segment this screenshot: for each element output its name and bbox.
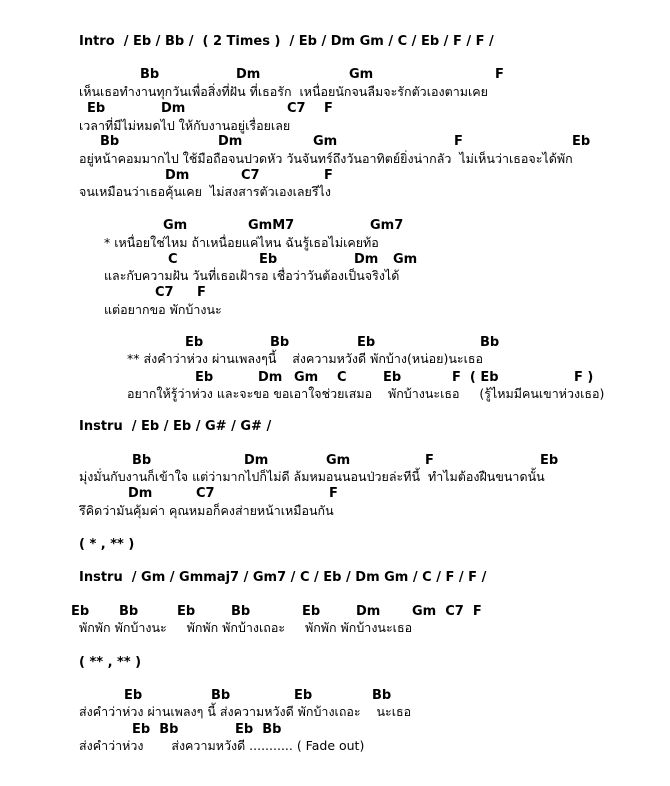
lyric-line: จนเหมือนว่าเธอคุ้นเคย ไม่สงสารตัวเองเลยรึไง: [79, 184, 331, 199]
chord: Bb: [372, 688, 392, 703]
chord: F: [425, 453, 434, 468]
chord: F: [329, 486, 338, 501]
chord: Gm: [393, 252, 418, 267]
chord: Eb: [540, 453, 559, 468]
chord: Eb: [572, 134, 591, 149]
chord: Eb: [383, 370, 402, 385]
chord: C7: [155, 285, 174, 300]
chord: F ( Eb: [452, 370, 499, 385]
instru-line: Instru / Eb / Eb / G# / G# /: [79, 419, 272, 434]
chord: Dm: [165, 168, 190, 183]
lyric-line: รึคิดว่ามันคุ้มค่า คุณหมอก็คงส่ายหน้าเหมือนกัน: [79, 503, 334, 518]
chord: GmM7: [248, 218, 295, 233]
chord: Bb: [100, 134, 120, 149]
chord: Gm7: [370, 218, 404, 233]
lyric-line: * เหนื่อยใช่ไหม ถ้าเหนื่อยแค่ไหน ฉันรู้เธอไม่เคยท้อ: [104, 235, 379, 250]
chord: Dm: [354, 252, 379, 267]
chord: Bb: [270, 335, 290, 350]
chord: F: [197, 285, 206, 300]
lyric-line: อยู่หน้าคอมมากไป ใช้มือถือจนปวดหัว วันจันทร์ถึงวันอาทิตย์ยิ่งน่ากลัว ไม่เห็นว่าเธอจะได้พัก: [79, 151, 573, 166]
lyric-line: เห็นเธอทำงานทุกวันเพื่อสิ่งที่ฝัน ที่เธอรัก เหนื่อยนักจนลืมจะรักตัวเองตามเคย: [79, 84, 488, 99]
chord: Dm: [128, 486, 153, 501]
chord: Eb: [302, 604, 321, 619]
lyric-line: และกับความฝัน วันที่เธอเฝ้ารอ เชื่อว่าวันต้องเป็นจริงได้: [104, 268, 400, 283]
chord: Eb: [357, 335, 376, 350]
repeat-marker: ( * , ** ): [79, 537, 135, 552]
lyric-line: ส่งคำว่าห่วง ผ่านเพลงๆ นี้ ส่งความหวังดี พักบ้างเถอะ นะเธอ: [79, 704, 412, 719]
chord: C: [337, 370, 347, 385]
chord: Eb Bb: [132, 722, 179, 737]
instru-line: Instru / Gm / Gmmaj7 / Gm7 / C / Eb / Dm Gm / C / F / F /: [79, 570, 487, 585]
lyric-line: ** ส่งคำว่าห่วง ผ่านเพลงๆนี้ ส่งความหวังดี พักบ้าง(หน่อย)นะเธอ: [127, 351, 484, 366]
chord: F: [454, 134, 463, 149]
lyric-line: ส่งคำว่าห่วง ส่งความหวังดี ........... ( Fade out): [79, 738, 365, 753]
chord: Eb: [87, 101, 106, 116]
intro-line: Intro / Eb / Bb / ( 2 Times ) / Eb / Dm Gm / C / Eb / F / F /: [79, 34, 494, 49]
chord: Gm: [294, 370, 319, 385]
chord: Dm: [161, 101, 186, 116]
chord: Eb: [124, 688, 143, 703]
chord: Bb: [480, 335, 500, 350]
chord: Bb: [231, 604, 251, 619]
chord: Gm: [313, 134, 338, 149]
lyric-line: เวลาที่มีไม่หมดไป ให้กับงานอยู่เรื่อยเลย: [79, 118, 291, 133]
chord: C7: [196, 486, 215, 501]
chord: Eb: [294, 688, 313, 703]
chord: Eb: [259, 252, 278, 267]
chord: F: [324, 101, 333, 116]
lyric-line: แต่อยากขอ พักบ้างนะ: [104, 302, 222, 317]
chord: Bb: [119, 604, 139, 619]
lyric-line: มุ่งมั่นกับงานก็เข้าใจ แต่ว่ามากไปก็ไม่ดี ล้มหมอนนอนป่วยล่ะทีนี้ ทำไมต้องฝืนขนาดนั้น: [79, 469, 545, 484]
lyric-line: อยากให้รู้ว่าห่วง และจะขอ ขอเอาใจช่วยเสมอ พักบ้างนะเธอ (รู้ไหมมีคนเขาห่วงเธอ): [127, 386, 605, 401]
chord: Eb: [195, 370, 214, 385]
chord: Gm: [349, 67, 374, 82]
repeat-marker: ( ** , ** ): [79, 655, 142, 670]
chord: Dm: [356, 604, 381, 619]
chord: C7: [241, 168, 260, 183]
chord: Bb: [211, 688, 231, 703]
chord: Gm: [326, 453, 351, 468]
chord: F: [495, 67, 504, 82]
chord: Gm: [163, 218, 188, 233]
chord: Eb: [177, 604, 196, 619]
chord: F ): [574, 370, 594, 385]
chord: Eb: [71, 604, 90, 619]
chord: Gm C7 F: [412, 604, 482, 619]
chord: F: [324, 168, 333, 183]
chord: Dm: [258, 370, 283, 385]
lyric-line: พักพัก พักบ้างนะ พักพัก พักบ้างเถอะ พักพัก พักบ้างนะเธอ: [79, 620, 413, 635]
chord: C7: [287, 101, 306, 116]
chord: Dm: [236, 67, 261, 82]
chord: Bb: [132, 453, 152, 468]
chord: Dm: [218, 134, 243, 149]
chord: Bb: [140, 67, 160, 82]
chord: Dm: [244, 453, 269, 468]
chord: Eb: [185, 335, 204, 350]
chord: C: [168, 252, 178, 267]
chord: Eb Bb: [235, 722, 282, 737]
